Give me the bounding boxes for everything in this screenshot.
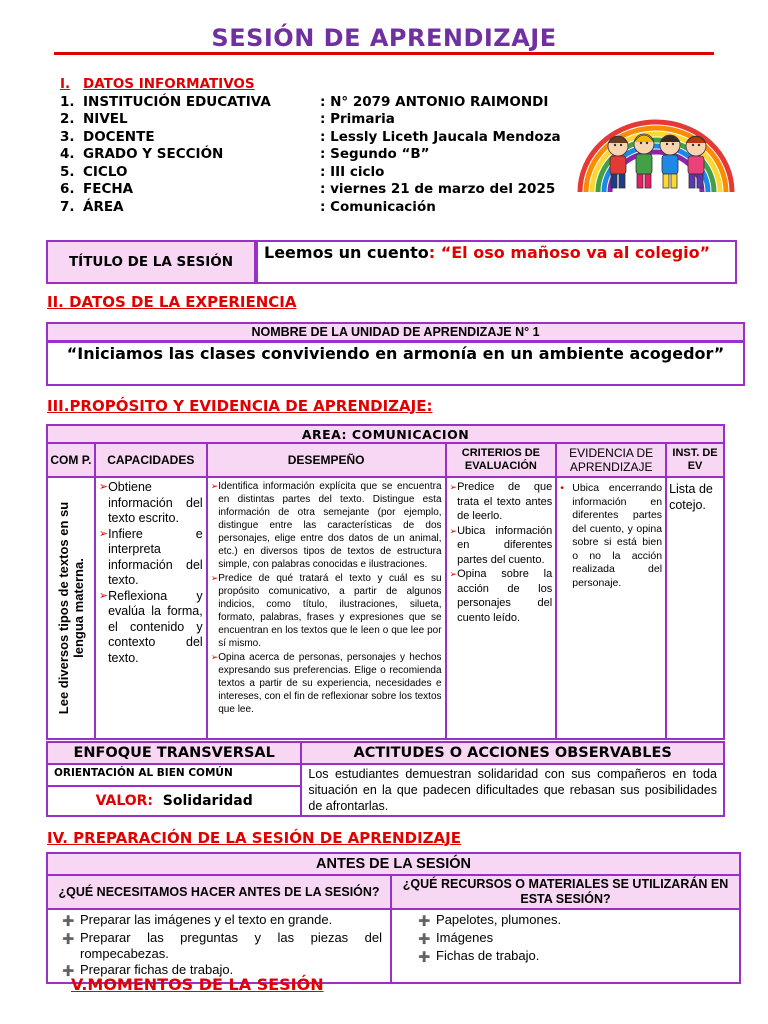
capacidad-text: Obtiene información del texto escrito. <box>108 480 203 525</box>
list-item <box>62 912 382 930</box>
capacidad-text: Infiere e interpreta información del texto. <box>108 526 203 587</box>
desempeno-text: Opina acerca de personas, personajes y hechos expresando sus preferencias. Elige o recomienda textos a partir de su experiencia, necesidades e intereses, con el fin de reflexionar sobre los textos que lee. <box>218 652 442 715</box>
desempeno-text: Predice de qué tratará el texto y cuál es su propósito comunicativo, a partir de algunos indicios, como título, ilustraciones, silueta, formato, palabras, frases y expresiones que se encuentran en los textos que le leen o que lee por sí mismo. <box>218 573 442 649</box>
dot-bullet-icon: • <box>560 482 564 494</box>
criterio-item <box>450 480 553 524</box>
q-left-header: ¿QUÉ NECESITAMOS HACER ANTES DE LA SESIÓN? <box>47 875 391 909</box>
info-row <box>60 146 580 164</box>
capacidades-header: CAPACIDADES <box>95 443 207 477</box>
actitud-cell: Los estudiantes demuestran solidaridad con sus compañeros en toda situación en la que padecen dificultades que rebasan sus posibilidades de afrontarlas. <box>301 764 724 816</box>
info-row <box>60 181 580 199</box>
info-key: CICLO <box>83 163 128 180</box>
info-value: : Comunicación <box>320 198 436 215</box>
evidencia-header: EVIDENCIA DE APRENDIZAJE <box>556 443 666 477</box>
criterio-item <box>450 567 553 625</box>
title-underline <box>54 52 714 55</box>
list-item-text: Preparar las imágenes y el texto en grande. <box>80 912 333 927</box>
info-row <box>60 199 580 217</box>
arrow-bullet-icon: ➢ <box>449 569 458 579</box>
area-header: AREA: COMUNICACION <box>47 425 724 443</box>
unit-name: “Iniciamos las clases conviviendo en armonía en un ambiente acogedor” <box>46 341 745 386</box>
info-value: : Primaria <box>320 111 395 127</box>
info-key: INSTITUCIÓN EDUCATIVA <box>83 93 271 110</box>
arrow-bullet-icon: ➕ <box>418 916 431 927</box>
capacidad-item <box>99 480 203 527</box>
arrow-bullet-icon: ➕ <box>62 966 75 977</box>
info-row <box>60 94 580 112</box>
valor-cell <box>47 786 301 816</box>
titulo-prefix: Leemos un cuento <box>264 243 429 262</box>
valor-value: Solidaridad <box>162 793 253 810</box>
criterios-cell <box>446 477 557 739</box>
evidencia-cell <box>556 477 666 739</box>
list-item-text: Papelotes, plumones. <box>436 912 562 927</box>
arrow-bullet-icon: ➢ <box>210 481 219 491</box>
section2-heading: II. DATOS DE LA EXPERIENCIA <box>47 293 297 311</box>
arrow-bullet-icon: ➕ <box>418 934 431 945</box>
section1-heading <box>60 76 580 94</box>
titulo-value <box>256 240 737 284</box>
criterios-header: CRITERIOS DE EVALUACIÓN <box>446 443 557 477</box>
info-value: : III ciclo <box>320 163 385 180</box>
info-num: 2. <box>60 111 75 127</box>
arrow-bullet-icon: ➕ <box>62 934 75 945</box>
info-key: GRADO Y SECCIÓN <box>83 146 224 162</box>
info-key: DOCENTE <box>83 128 155 145</box>
arrow-bullet-icon: ➢ <box>449 525 458 536</box>
enfoque-table <box>46 741 725 817</box>
titulo-label: TÍTULO DE LA SESIÓN <box>46 240 256 284</box>
info-num: 5. <box>60 163 75 180</box>
evidencia-item <box>560 482 662 590</box>
competencia-text: Lee diversos tipos de textos en su lengua materna. <box>55 501 86 715</box>
unit-header: NOMBRE DE LA UNIDAD DE APRENDIZAJE N° 1 <box>46 322 745 342</box>
arrow-bullet-icon: ➢ <box>98 589 109 602</box>
capacidad-text: Reflexiona y evalúa la forma, el contenido y contexto del texto. <box>108 588 203 665</box>
proposito-table <box>46 424 725 740</box>
info-row <box>60 164 580 182</box>
inst-header: INST. DE EV <box>666 443 724 477</box>
info-value: : N° 2079 ANTONIO RAIMONDI <box>320 93 549 110</box>
enfoque-header: ENFOQUE TRANSVERSAL <box>47 742 301 764</box>
actitudes-header: ACTITUDES O ACCIONES OBSERVABLES <box>301 742 724 764</box>
section4-heading: IV. PREPARACIÓN DE LA SESIÓN DE APRENDIZAJE <box>47 829 461 847</box>
orientacion-cell: ORIENTACIÓN AL BIEN COMÚN <box>47 764 301 786</box>
arrow-bullet-icon: ➕ <box>62 916 75 927</box>
section1-heading-text: DATOS INFORMATIVOS <box>83 76 255 92</box>
antes-header: ANTES DE LA SESIÓN <box>47 853 740 875</box>
arrow-bullet-icon: ➢ <box>98 527 109 540</box>
info-row <box>60 129 580 147</box>
competencia-cell <box>47 477 95 739</box>
kids-rainbow-illustration <box>576 118 736 194</box>
list-item <box>62 930 382 962</box>
capacidad-item <box>99 589 203 667</box>
desempeno-item <box>211 651 442 716</box>
arrow-bullet-icon: ➢ <box>210 652 219 662</box>
info-value: : Segundo “B” <box>320 146 430 162</box>
info-num: 4. <box>60 146 75 162</box>
preparacion-table <box>46 852 741 984</box>
instrumento-cell: Lista de cotejo. <box>666 477 724 739</box>
comp-header: COM P. <box>47 443 95 477</box>
info-key: ÁREA <box>83 198 124 215</box>
list-item <box>418 912 731 930</box>
list-item <box>418 930 731 948</box>
arrow-bullet-icon: ➕ <box>418 952 431 963</box>
info-num: 7. <box>60 198 75 215</box>
acciones-list <box>47 909 391 983</box>
desempeno-text: Identifica información explícita que se encuentra en distintas partes del texto. Distingue esta información de otra semejante (por ejemplo, distingue entre las características de dos personajes, elige entre dos datos de un animal, etc.) en diversos tipos de textos de estructura simple, con palabras conocidas e ilustraciones. <box>218 481 442 570</box>
info-value: : viernes 21 de marzo del 2025 <box>320 181 556 197</box>
arrow-bullet-icon: ➢ <box>98 481 109 493</box>
q-right-header: ¿QUÉ RECURSOS O MATERIALES SE UTILIZARÁN EN ESTA SESIÓN? <box>391 875 740 909</box>
criterio-text: Opina sobre la acción de los personajes del cuento leído. <box>457 568 553 624</box>
valor-label: VALOR: <box>95 793 154 810</box>
desempeno-cell <box>207 477 446 739</box>
info-key: FECHA <box>83 181 134 197</box>
section5-heading: V.MOMENTOS DE LA SESIÓN <box>71 975 324 994</box>
recursos-list <box>391 909 740 983</box>
capacidad-item <box>99 527 203 589</box>
capacidades-cell <box>95 477 207 739</box>
titulo-quote: : “El oso mañoso va al colegio” <box>428 243 711 262</box>
desempeno-item <box>211 480 442 571</box>
section3-heading: III.PROPÓSITO Y EVIDENCIA DE APRENDIZAJE: <box>47 397 433 415</box>
list-item-text: Preparar fichas de trabajo. <box>80 962 234 977</box>
list-item-text: Fichas de trabajo. <box>436 948 540 963</box>
criterio-text: Ubica información en diferentes partes del cuento. <box>457 524 553 566</box>
info-row <box>60 111 580 129</box>
section1-heading-num: I. <box>60 76 71 92</box>
list-item-text: Preparar las preguntas y las piezas del rompecabezas. <box>80 930 383 961</box>
info-num: 1. <box>60 93 75 110</box>
info-num: 6. <box>60 181 75 197</box>
info-value: : Lessly Liceth Jaucala Mendoza <box>320 128 561 145</box>
info-num: 3. <box>60 128 75 145</box>
evidencia-text: Ubica encerrando información en diferentes partes del cuento, y opina sobre si está bien o no la acción realizada del personaje. <box>572 482 663 589</box>
info-key: NIVEL <box>83 111 128 127</box>
arrow-bullet-icon: ➢ <box>449 482 458 492</box>
list-item-text: Imágenes <box>436 930 494 945</box>
arrow-bullet-icon: ➢ <box>210 573 219 583</box>
criterio-item <box>450 524 553 568</box>
page-title: SESIÓN DE APRENDIZAJE <box>211 24 557 52</box>
list-item <box>418 948 731 966</box>
desempeno-item <box>211 572 442 650</box>
desempeno-header: DESEMPEÑO <box>207 443 446 477</box>
criterio-text: Predice de que trata el texto antes de leerlo. <box>457 481 553 522</box>
datos-informativos <box>60 76 580 216</box>
